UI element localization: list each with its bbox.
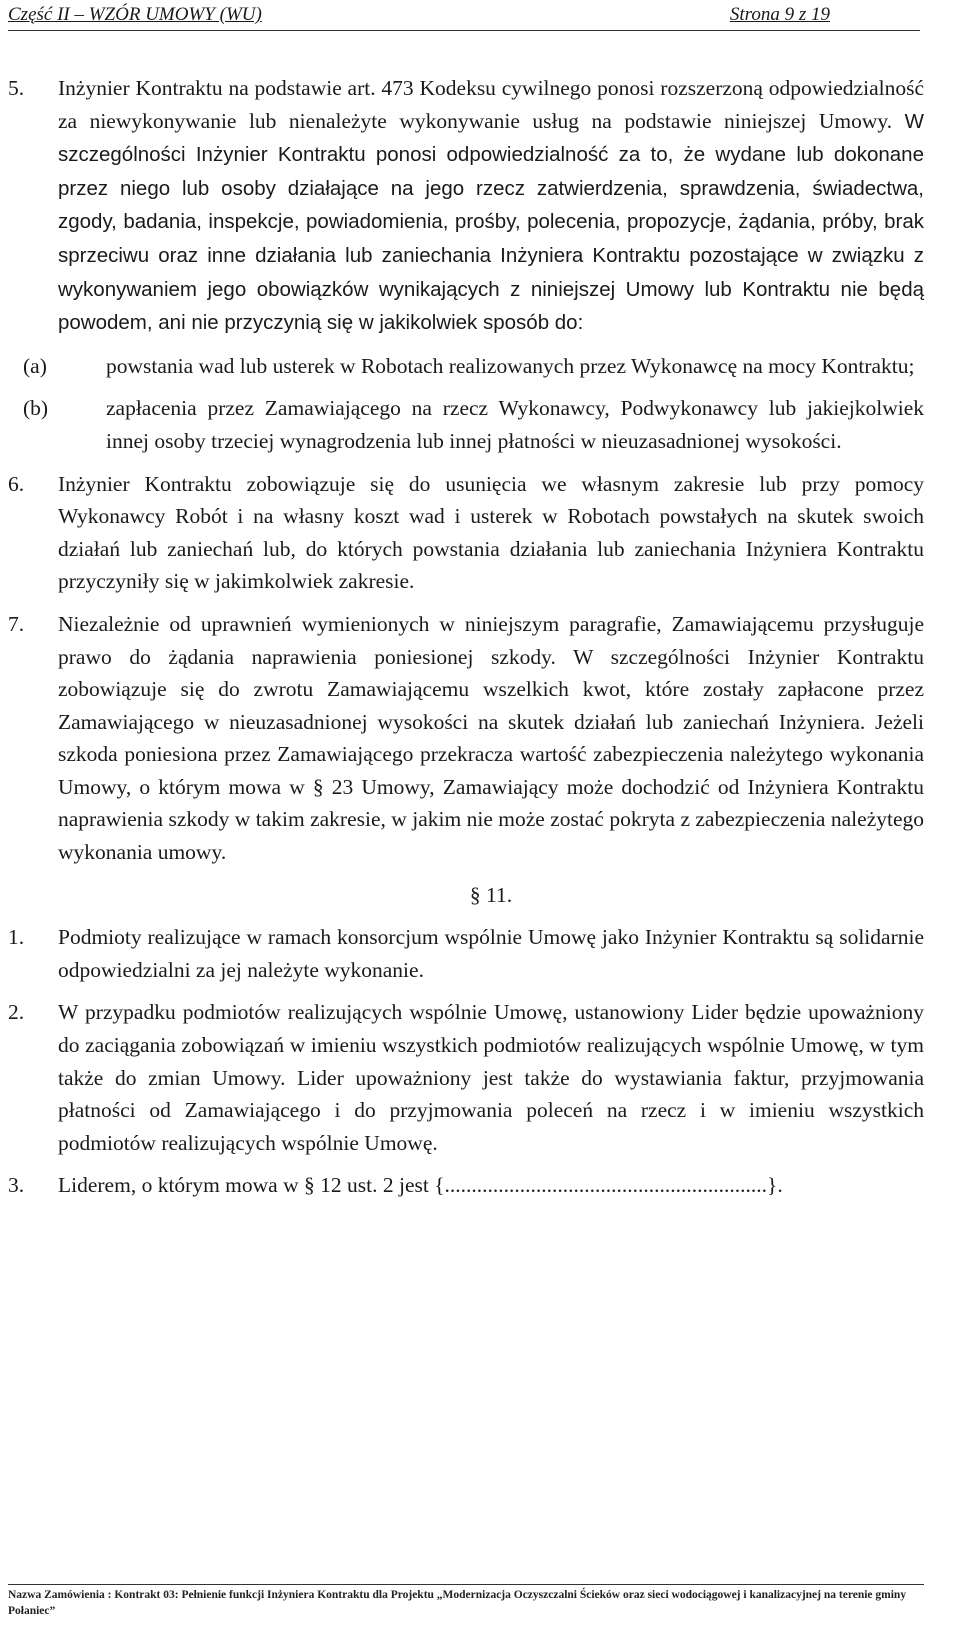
paragraph-text: W przypadku podmiotów realizujących wspólnie Umowę, ustanowiony Lider będzie upoważniony do zaciągania zobowiązań w imieniu wszystkich podmiotów realizujących wspólnie Umowę, w tym także do zmian Umowy. Lider upoważniony jest także do wystawiania faktur, przyjmowania płatności od Zamawiającego i do przyjmowania poleceń na rzecz i w imieniu wszystkich podmiotów realizujących wspólnie Umowę. xyxy=(58,1000,924,1155)
sub-item-text: powstania wad lub usterek w Robotach realizowanych przez Wykonawcę na mocy Kontraktu; xyxy=(106,353,915,378)
document-body xyxy=(8,72,924,1202)
sub-item-label: (a) xyxy=(23,353,47,378)
paragraph-number: 2. xyxy=(8,1000,25,1025)
paragraph-number: 5. xyxy=(8,76,25,100)
page-header xyxy=(8,4,920,31)
paragraph-text-sans: W szczególności Inżynier Kontraktu ponosi odpowiedzialność za to, że wydane lub dokonane przez niego lub osoby działające na jego rzecz zatwierdzenia, sprawdzenia, świadectwa, zgody, badania, inspekcje, powiadomienia, prośby, polecenia, propozycje, żądania, próby, brak sprzeciwu oraz inne działania lub zaniechania Inżyniera Kontraktu pozostające w związku z wykonywaniem jego obowiązków wynikających z niniejszej Umowy lub Kontraktu nie będą powodem, ani nie przyczynią się w jakikolwiek sposób do: xyxy=(58,109,924,335)
sub-item-text: zapłacenia przez Zamawiającego na rzecz Wykonawcy, Podwykonawcy lub jakiejkolwiek innej osoby trzeciej wynagrodzenia lub innej płatności w nieuzasadnionej wysokości. xyxy=(106,396,924,453)
sub-item-a xyxy=(8,350,924,383)
paragraph-5 xyxy=(8,72,924,340)
section-11-paragraph-1 xyxy=(8,921,924,986)
header-page-number: Strona 9 z 19 xyxy=(729,4,830,25)
paragraph-6 xyxy=(8,468,924,598)
page-footer: Nazwa Zamówienia : Kontrakt 03: Pełnienie funkcji Inżyniera Kontraktu dla Projektu „Modernizacja Oczyszczalni Ścieków oraz sieci wodociągowej i kanalizacyjnej na terenie gminy Połaniec” xyxy=(8,1584,924,1619)
paragraph-text: Niezależnie od uprawnień wymienionych w niniejszym paragrafie, Zamawiającemu przysługuje prawo do żądania naprawienia poniesionej szkody. W szczególności Inżynier Kontraktu zobowiązuje się do zwrotu Zamawiającemu wszelkich kwot, które zostały zapłacone przez Zamawiającego w nieuzasadnionej wysokości na skutek działań lub zaniechań Inżyniera. Jeżeli szkoda poniesiona przez Zamawiającego przekracza wartość zabezpieczenia należytego wykonania Umowy, o którym mowa w § 23 Umowy, Zamawiający może dochodzić od Inżyniera Kontraktu naprawienia szkody w takim zakresie, w jakim nie może zostać pokryta z zabezpieczenia należytego wykonania umowy. xyxy=(58,611,924,865)
sub-item-b xyxy=(8,392,924,457)
paragraph-number: 6. xyxy=(8,471,25,496)
paragraph-number: 7. xyxy=(8,611,25,636)
sub-item-label: (b) xyxy=(23,396,49,421)
paragraph-text: Podmioty realizujące w ramach konsorcjum wspólnie Umowę jako Inżynier Kontraktu są solidarnie odpowiedzialni za jej należyte wykonanie. xyxy=(58,925,924,982)
paragraph-text: Inżynier Kontraktu zobowiązuje się do usunięcia we własnym zakresie lub przy pomocy Wykonawcy Robót i na własny koszt wad i usterek w Robotach powstałych na skutek swoich działań lub zaniechań lub, do których powstania działania lub zaniechania Inżyniera Kontraktu przyczyniły się w jakimkolwiek zakresie. xyxy=(58,471,924,594)
paragraph-text: Inżynier Kontraktu na podstawie art. 473 Kodeksu cywilnego ponosi rozszerzoną odpowiedzialność za niewykonywanie lub nienależyte wykonywanie usług na podstawie niniejszej Umowy. xyxy=(58,76,924,133)
header-title: Część II – WZÓR UMOWY (WU) xyxy=(8,4,262,25)
paragraph-number: 1. xyxy=(8,925,25,950)
section-heading: § 11. xyxy=(469,882,513,907)
paragraph-number: 3. xyxy=(8,1173,25,1198)
paragraph-7 xyxy=(8,608,924,869)
paragraph-text: Liderem, o którym mowa w § 12 ust. 2 jest {............................................................}. xyxy=(58,1173,783,1198)
section-11-paragraph-3 xyxy=(8,1169,924,1202)
section-11-paragraph-2 xyxy=(8,996,924,1159)
